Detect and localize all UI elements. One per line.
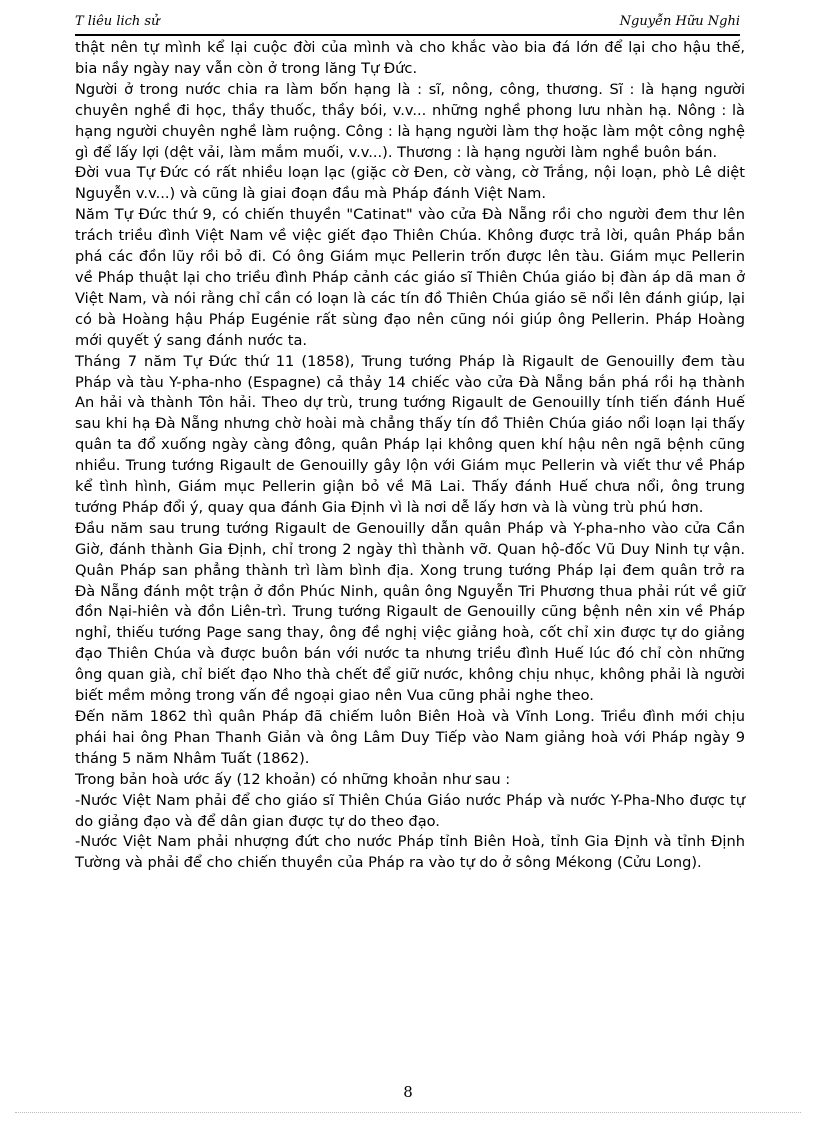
header-title: T liêu lich sử	[75, 14, 160, 29]
paragraph: Đời vua Tự Đức có rất nhiều loạn lạc (giặc cờ Đen, cờ vàng, cờ Trắng, nội loạn, phò Lê diệt Nguyễn v.v...) và cũng là giai đoạn đầu mà Pháp đánh Việt Nam.	[75, 164, 745, 203]
paragraph: Tháng 7 năm Tự Đức thứ 11 (1858), Trung tướng Pháp là Rigault de Genouilly đem tàu Pháp và tàu Y-pha-nho (Espagne) cả thảy 14 chiếc vào cửa Đà Nẵng bắn phá rồi hạ thành An hải và thành Tôn hải. Theo dự trù, trung tướng Rigault de Genouilly tính tiến đánh Huế sau khi hạ Đà Nẵng nhưng chờ hoài mà chẳng thấy tín đồ Thiên Chúa giáo nổi loạn lại thấy quân ta đổ xuống ngày càng đông, quân Pháp lại không quen khí hậu nên ngã bệnh cũng nhiều. Trung tướng Rigault de Genouilly gây lộn với Giám mục Pellerin và viết thư về Pháp kể tình hình, Giám mục Pellerin giận bỏ về Mã Lai. Thấy đánh Huế chưa nổi, ông trung tướng Pháp đổi ý, quay qua đánh Gia Định vì là nơi dễ lấy hơn và là vùng trù phú hơn.	[75, 352, 745, 516]
document-body	[75, 38, 745, 874]
page-header	[75, 12, 740, 36]
paragraph: -Nước Việt Nam phải nhượng đứt cho nước Pháp tỉnh Biên Hoà, tỉnh Gia Định và tỉnh Định Tường và phải để cho chiến thuyền của Pháp ra vào tự do ở sông Mékong (Cửu Long).	[75, 833, 745, 872]
paragraph: Người ở trong nước chia ra làm bốn hạng là : sĩ, nông, công, thương. Sĩ : là hạng người chuyên nghề đi học, thầy thuốc, thầy bói, v.v... những nghề phong lưu nhàn hạ. Nông : là hạng người chuyên nghề làm ruộng. Công : là hạng người làm thợ hoặc làm một công nghệ gì để lấy lợi (dệt vải, làm mắm muối, v.v...). Thương : là hạng người làm nghề buôn bán.	[75, 80, 745, 161]
paragraph: Đến năm 1862 thì quân Pháp đã chiếm luôn Biên Hoà và Vĩnh Long. Triều đình mới chịu phái hai ông Phan Thanh Giản và ông Lâm Duy Tiếp vào Nam giảng hoà với Pháp ngày 9 tháng 5 năm Nhâm Tuất (1862).	[75, 708, 745, 767]
page-number: 8	[403, 1083, 413, 1101]
paragraph: Trong bản hoà ước ấy (12 khoản) có những khoản như sau :	[75, 770, 511, 788]
page-border-dots	[15, 1112, 801, 1113]
header-author: Nguyễn Hữu Nghi	[619, 14, 740, 29]
paragraph: Năm Tự Đức thứ 9, có chiến thuyền "Catinat" vào cửa Đà Nẵng rồi cho người đem thư lên trách triều đình Việt Nam về việc giết đạo Thiên Chúa. Không được trả lời, quân Pháp bắn phá các đồn lũy rồi bỏ đi. Có ông Giám mục Pellerin trốn được lên tàu. Giám mục Pellerin về Pháp thuật lại cho triều đình Pháp cảnh các giáo sĩ Thiên Chúa giáo bị đàn áp dã man ở Việt Nam, và nói rằng chỉ cần có loạn là các tín đồ Thiên Chúa giáo sẽ nổi lên đánh giúp, lại có bà Hoàng hậu Pháp Eugénie rất sùng đạo nên cũng nói giúp ông Pellerin. Pháp Hoàng mới quyết ý sang đánh nước ta.	[75, 206, 745, 349]
paragraph: Đầu năm sau trung tướng Rigault de Genouilly dẫn quân Pháp và Y-pha-nho vào cửa Cần Giờ, đánh thành Gia Định, chỉ trong 2 ngày thì thành vỡ. Quan hộ-đốc Vũ Duy Ninh tự vận. Quân Pháp san phẳng thành trì làm bình địa. Xong trung tướng Pháp lại đem quân trở ra Đà Nẵng đánh một trận ở đồn Phúc Ninh, quân ông Nguyễn Tri Phương thua phải rút về giữ đồn Nại-hiên và đồn Liên-trì. Trung tướng Rigault de Genouilly cũng bệnh nên xin về Pháp nghỉ, thiếu tướng Page sang thay, ông đề nghị việc giảng hoà, cốt chỉ xin được tự do giảng đạo Thiên Chúa và được buôn bán với nước ta nhưng triều đình Huế lúc đó chỉ còn những ông quan già, chỉ biết đạo Nho thà chết để giữ nước, không chịu nhục, không phải là người biết mềm mỏng trong vấn đề ngoại giao nên Vua cũng phải nghe theo.	[75, 519, 745, 705]
paragraph: -Nước Việt Nam phải để cho giáo sĩ Thiên Chúa Giáo nước Pháp và nước Y-Pha-Nho được tự do giảng đạo và để dân gian được tự do theo đạo.	[75, 791, 745, 830]
paragraph: thật nên tự mình kể lại cuộc đời của mình và cho khắc vào bia đá lớn để lại cho hậu thế, bia nầy ngày nay vẫn còn ở trong lăng Tự Đức.	[75, 39, 745, 77]
